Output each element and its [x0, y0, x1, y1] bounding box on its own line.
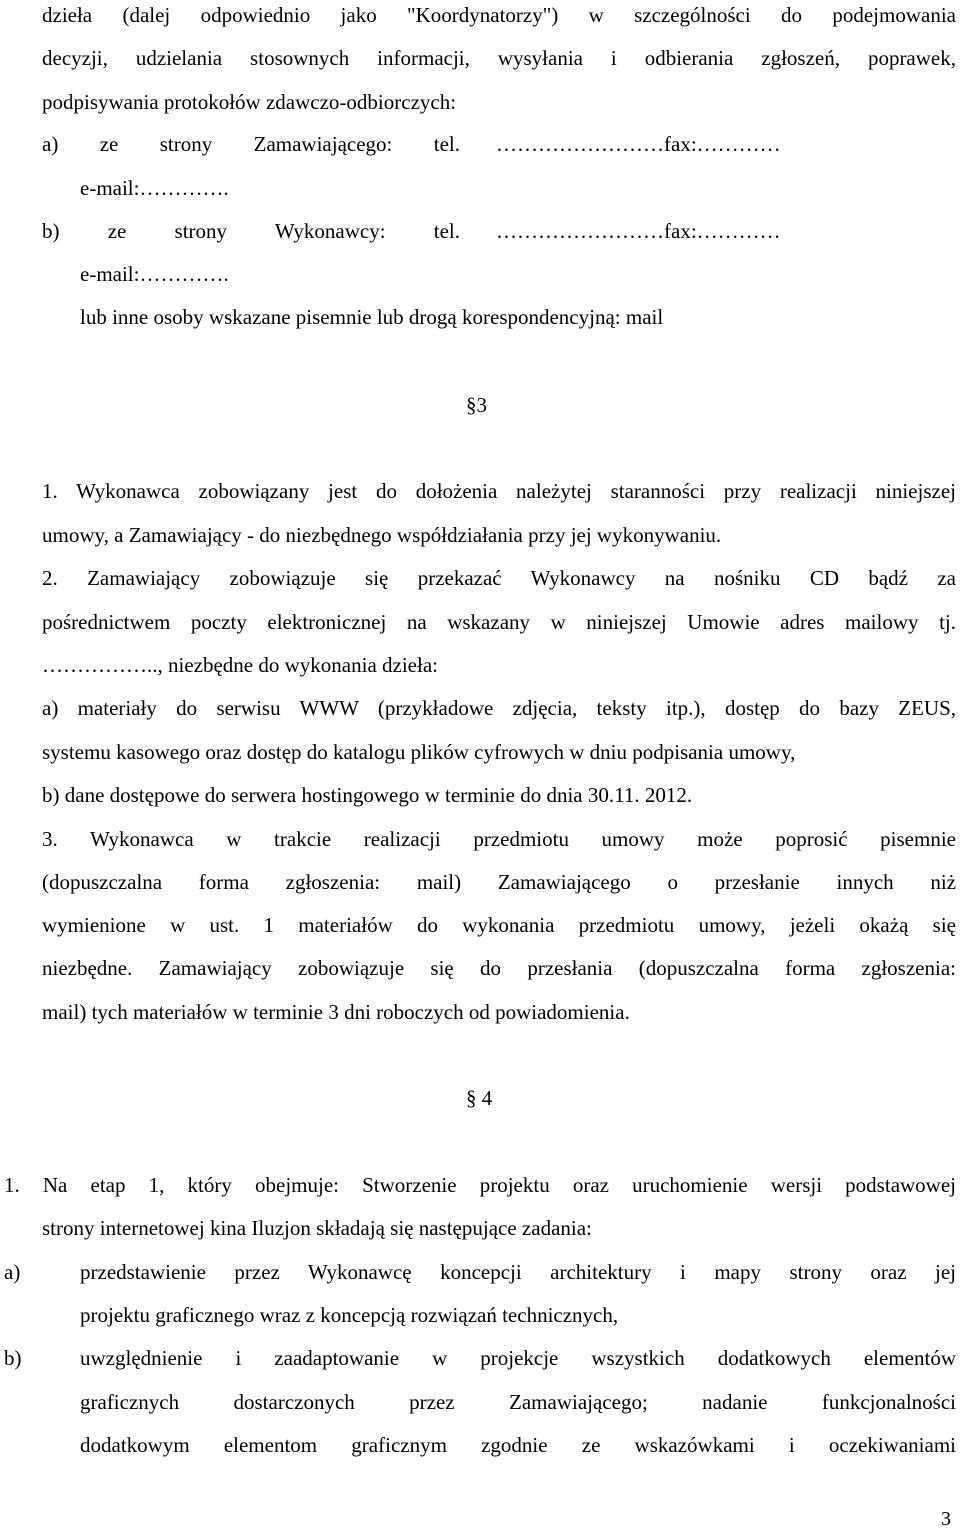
- contact-b-fax: ……………………fax:…………: [496, 219, 781, 243]
- p3-2b-line-1: b) dane dostępowe do serwera hostingowego w terminie do dnia 30.11. 2012.: [42, 783, 693, 807]
- p3-3-line-3: wymienione w ust. 1 materiałów do wykonania przedmiotu umowy, jeżeli okażą się: [42, 913, 956, 937]
- intro-line-2: decyzji, udzielania stosownych informacji, wysyłania i odbierania zgłoszeń, poprawek,: [42, 46, 956, 70]
- intro-line-1: dzieła (dalej odpowiednio jako "Koordynatorzy") w szczególności do podejmowania: [42, 3, 956, 27]
- p4-b-line-2: graficznych dostarczonych przez Zamawiającego; nadanie funkcjonalności: [80, 1390, 956, 1414]
- p3-1-line-1: 1. Wykonawca zobowiązany jest do dołożenia należytej staranności przy realizacji niniejszej: [42, 479, 956, 503]
- p3-3-line-2: (dopuszczalna forma zgłoszenia: mail) Zamawiającego o przesłanie innych niż: [42, 870, 956, 894]
- other-persons-line: lub inne osoby wskazane pisemnie lub drogą korespondencyjną: mail: [80, 305, 664, 329]
- p3-3-line-5: mail) tych materiałów w terminie 3 dni roboczych od powiadomienia.: [42, 1000, 630, 1024]
- section-4-heading: § 4: [466, 1086, 493, 1110]
- p4-a-marker: a): [4, 1260, 21, 1284]
- p3-2a-line-1: a) materiały do serwisu WWW (przykładowe zdjęcia, teksty itp.), dostęp do bazy ZEUS,: [42, 696, 956, 720]
- p4-b-marker: b): [4, 1346, 22, 1370]
- p4-a-line-1: przedstawienie przez Wykonawcę koncepcji architektury i mapy strony oraz jej: [80, 1260, 956, 1284]
- contact-b-label: b) ze strony Wykonawcy: tel.: [42, 219, 460, 243]
- p3-3-line-1: 3. Wykonawca w trakcie realizacji przedmiotu umowy może poprosić pisemnie: [42, 827, 956, 851]
- page-number: 3: [941, 1508, 951, 1530]
- p4-1-line-2: strony internetowej kina Iluzjon składają się następujące zadania:: [42, 1216, 592, 1240]
- contact-a-email: e-mail:………….: [80, 176, 229, 200]
- p4-1-line-1: 1. Na etap 1, który obejmuje: Stworzenie projektu oraz uruchomienie wersji podstawowej: [4, 1173, 956, 1197]
- intro-line-3: podpisywania protokołów zdawczo-odbiorczych:: [42, 90, 457, 114]
- p4-b-line-1: uwzględnienie i zaadaptowanie w projekcje wszystkich dodatkowych elementów: [80, 1346, 956, 1370]
- contact-b-email: e-mail:………….: [80, 262, 229, 286]
- p3-2-line-1: 2. Zamawiający zobowiązuje się przekazać Wykonawcy na nośniku CD bądź za: [42, 566, 956, 590]
- p3-1-line-2: umowy, a Zamawiający - do niezbędnego współdziałania przy jej wykonywaniu.: [42, 523, 722, 547]
- p3-2-line-3: …………….., niezbędne do wykonania dzieła:: [42, 653, 438, 677]
- p4-a-line-2: projektu graficznego wraz z koncepcją rozwiązań technicznych,: [80, 1303, 619, 1327]
- contact-a-label: a) ze strony Zamawiającego: tel.: [42, 132, 460, 156]
- p4-b-line-3: dodatkowym elementom graficznym zgodnie ze wskazówkami i oczekiwaniami: [80, 1433, 956, 1457]
- contact-a-fax: ……………………fax:…………: [496, 132, 781, 156]
- section-3-heading: §3: [466, 393, 487, 417]
- p3-3-line-4: niezbędne. Zamawiający zobowiązuje się do przesłania (dopuszczalna forma zgłoszenia:: [42, 956, 956, 980]
- p3-2a-line-2: systemu kasowego oraz dostęp do katalogu plików cyfrowych w dniu podpisania umowy,: [42, 740, 796, 764]
- p3-2-line-2: pośrednictwem poczty elektronicznej na wskazany w niniejszej Umowie adres mailowy tj.: [42, 610, 956, 634]
